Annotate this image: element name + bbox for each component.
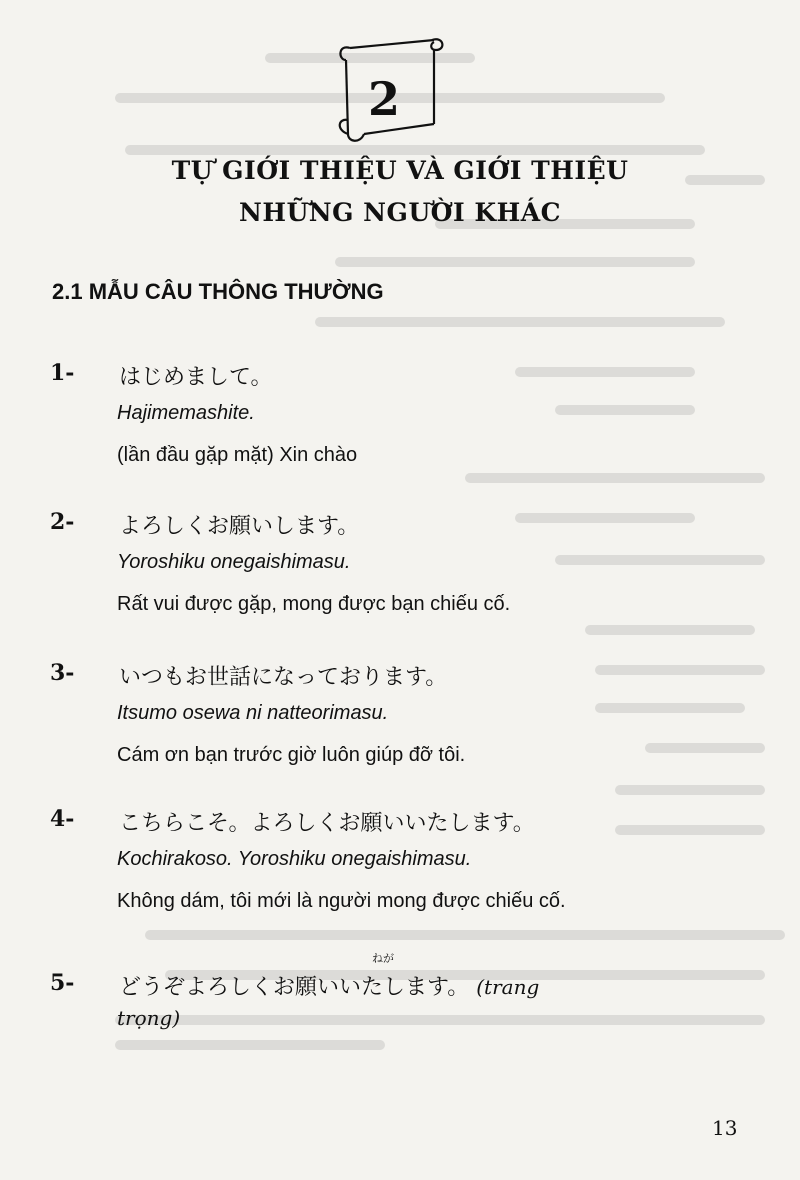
phrase-romaji: Hajimemashite. (117, 402, 255, 424)
phrase-japanese: こちらこそ。よろしくお願いいたします。 (119, 811, 535, 836)
phrase-number: 2- (50, 509, 75, 535)
phrase-japanese: いつもお世話になっております。 (119, 665, 448, 690)
page-number: 13 (712, 1116, 738, 1140)
phrase-number: 1- (50, 360, 75, 386)
phrase-romaji: Yoroshiku onegaishimasu. (117, 551, 351, 573)
register-note-part-1: (trang (476, 975, 540, 999)
register-note-part-2: trọng) (117, 1006, 181, 1030)
phrase-number: 5- (50, 970, 75, 996)
phrase-japanese: どうぞよろしくお願いいたします。 (119, 975, 470, 1000)
phrase-romaji: Itsumo osewa ni natteorimasu. (117, 702, 389, 724)
phrase-japanese-line (119, 952, 540, 1001)
chapter-title-line-1: TỰ GIỚI THIỆU VÀ GIỚI THIỆU (171, 156, 629, 185)
phrase-japanese: よろしくお願いします。 (119, 514, 360, 539)
phrase-vietnamese: Cám ơn bạn trước giờ luôn giúp đỡ tôi. (117, 744, 466, 766)
phrase-japanese: はじめまして。 (119, 365, 273, 390)
chapter-badge (334, 34, 448, 146)
section-heading: 2.1 MẪU CÂU THÔNG THƯỜNG (52, 279, 384, 304)
phrase-vietnamese: Không dám, tôi mới là người mong được chiếu cố. (117, 890, 566, 912)
phrase-number: 4- (50, 806, 75, 832)
chapter-title-line-2: NHỮNG NGƯỜI KHÁC (238, 198, 561, 227)
furigana: ねが (372, 952, 394, 965)
phrase-vietnamese: Rất vui được gặp, mong được bạn chiếu cố. (117, 593, 511, 615)
phrase-number: 3- (50, 660, 75, 686)
chapter-number: 2 (367, 72, 400, 126)
phrase-romaji: Kochirakoso. Yoroshiku onegaishimasu. (117, 848, 472, 870)
phrase-vietnamese: (lần đầu gặp mặt) Xin chào (117, 444, 358, 466)
